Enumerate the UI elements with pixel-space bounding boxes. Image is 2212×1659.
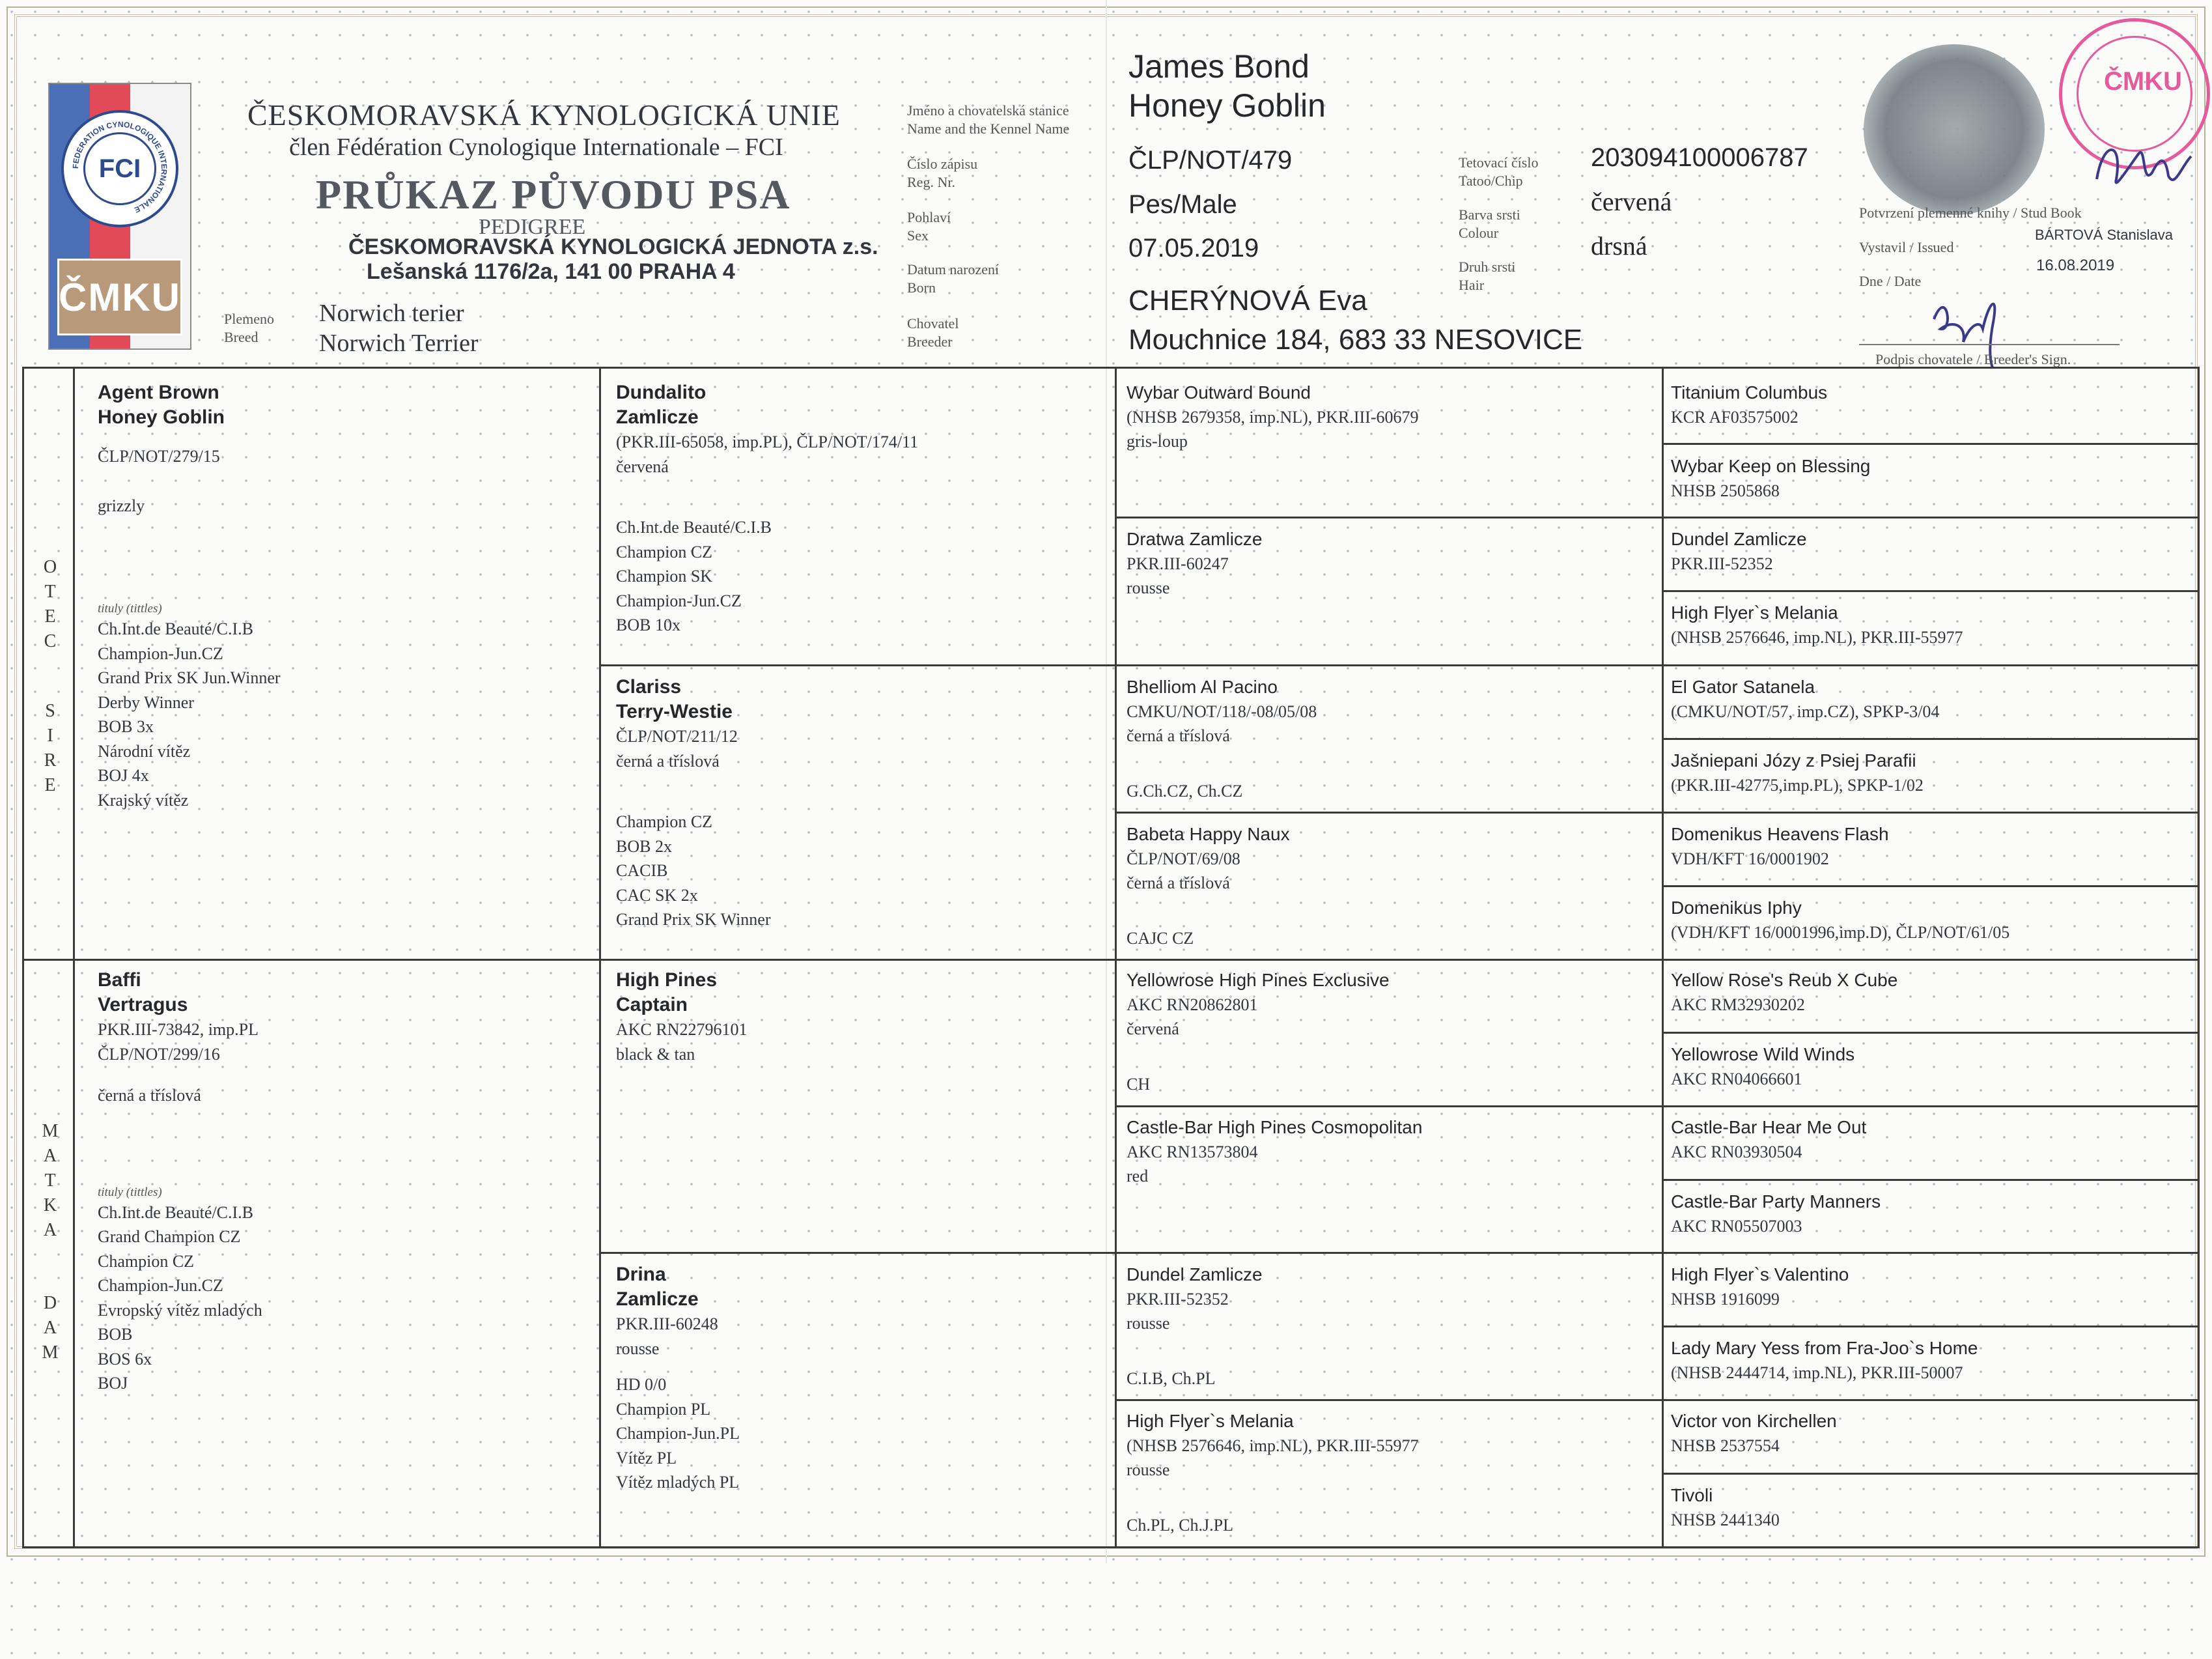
sire-cell: Agent Brown Honey Goblin ČLP/NOT/279/15 grizzly tituly (tittles) Ch.Int.de Beauté/C.I.B Champion-Jun.CZ Grand Prix SK Jun.Winner Derby Winner BOB 3x Národní vítěz BOJ 4x Krajský vítěz — [98, 380, 281, 812]
col-line-3 — [1115, 369, 1117, 1546]
gen3-cell-7 — [1127, 1262, 1263, 1397]
side-letter: A — [43, 1146, 57, 1166]
ancestor-detail: (PKR.III-65058, imp.PL), ČLP/NOT/174/11 — [616, 432, 919, 451]
ancestor-name: Castle-Bar High Pines Cosmopolitan — [1127, 1117, 1423, 1137]
ancestor-detail: CMKU/NOT/118/-08/05/08 — [1127, 702, 1317, 721]
ancestor-name: Babeta Happy Naux — [1127, 824, 1290, 844]
row-line-s11 — [1664, 1179, 2198, 1181]
ancestor-kennel: Zamlicze — [616, 1288, 699, 1310]
title-line: Krajský vítěz — [98, 790, 189, 810]
ancestor-detail: rousse — [1127, 578, 1170, 597]
gen4-cell — [1671, 675, 1939, 724]
ancestor-detail: PKR.III-60248 — [616, 1314, 718, 1333]
ancestor-detail: ČLP/NOT/211/12 — [616, 727, 738, 746]
gen4-cell — [1671, 896, 2009, 944]
title-line: Grand Prix SK Jun.Winner — [98, 668, 281, 687]
title-line: Derby Winner — [98, 692, 194, 712]
issued-by: BÁRTOVÁ Stanislava — [2035, 227, 2173, 243]
ancestor-detail: rousse — [1127, 1314, 1170, 1333]
issuer-signature — [2084, 127, 2207, 199]
ancestor-name: Victor von Kirchellen — [1671, 1411, 1837, 1431]
ancestor-name: Jašniepani Józy z Psiej Parafii — [1671, 750, 1916, 771]
side-label-otec — [40, 555, 60, 654]
breed-label: Plemeno Breed — [224, 311, 274, 345]
ancestor-detail: červená — [616, 457, 669, 476]
ancestor-name: Lady Mary Yess from Fra-Joo`s Home — [1671, 1338, 1978, 1358]
hair-label: Druh srsti Hair — [1459, 259, 1516, 293]
title-line: C.I.B, Ch.PL — [1127, 1369, 1216, 1388]
gen4-cell — [1671, 1409, 1837, 1458]
gen3-cell-1 — [1127, 380, 1419, 515]
cmku-mark: ČMKU — [57, 259, 182, 335]
ancestor-name: Castle-Bar Party Manners — [1671, 1191, 1881, 1212]
breeder-label: Chovatel Breeder — [907, 315, 959, 350]
ancestor-detail: černá a tříslová — [1127, 873, 1230, 892]
gen4-cell — [1671, 380, 1827, 429]
side-letter: A — [43, 1318, 57, 1338]
title-line: Champion CZ — [616, 542, 713, 561]
stud-book-label: Potvrzení plemenné knihy / Stud Book — [1859, 205, 2082, 221]
row-line-s1 — [1664, 443, 2198, 445]
ancestor-reg: (NHSB 2444714, imp.NL), PKR.III-50007 — [1671, 1363, 1963, 1382]
dog-reg: ČLP/NOT/479 — [1128, 146, 1293, 175]
title-line: Vítěz PL — [616, 1448, 677, 1468]
dog-hair: drsná — [1591, 231, 1647, 261]
row-line-s15 — [1664, 1473, 2198, 1475]
date-label: Dne / Date — [1859, 273, 1922, 289]
gen4-cell — [1671, 968, 1897, 1017]
tattoo-label: Tetovací číslo Tatoo/Chip — [1459, 154, 1539, 189]
title-line: G.Ch.CZ, Ch.CZ — [1127, 782, 1243, 801]
title-line: Vítěz mladých PL — [616, 1473, 740, 1492]
title-line: Národní vítěz — [98, 741, 191, 761]
ancestor-name: High Flyer`s Melania — [1671, 603, 1838, 623]
ancestor-detail: gris-loup — [1127, 432, 1188, 451]
dog-born: 07.05.2019 — [1128, 234, 1259, 262]
row-line-e5 — [1117, 1105, 2198, 1107]
side-letter: M — [42, 1342, 59, 1363]
side-label-matka — [40, 1119, 60, 1243]
gen2-cell-2 — [616, 675, 771, 932]
issuer-name: ČESKOMORAVSKÁ KYNOLOGICKÁ JEDNOTA z.s. — [348, 234, 878, 259]
ancestor-detail: ČLP/NOT/69/08 — [1127, 849, 1240, 868]
ancestor-name: Dundel Zamlicze — [1671, 529, 1807, 549]
ancestor-detail: AKC RN22796101 — [616, 1020, 748, 1039]
title-line: Champion-Jun.CZ — [98, 1276, 223, 1295]
title-line: CAC SK 2x — [616, 885, 698, 905]
org-name: ČESKOMORAVSKÁ KYNOLOGICKÁ UNIE — [247, 98, 841, 132]
side-letter: T — [44, 1170, 56, 1191]
org-membership: člen Fédération Cynologique Internationale – FCI — [289, 134, 783, 161]
ancestor-reg: NHSB 2537554 — [1671, 1436, 1780, 1455]
title-line: Champion-Jun.CZ — [616, 591, 742, 610]
row-line-s13 — [1664, 1326, 2198, 1327]
title-line: Ch.Int.de Beauté/C.I.B — [616, 518, 772, 537]
dam-cell: Baffi Vertragus PKR.III-73842, imp.PL ČLP/NOT/299/16 černá a tříslová tituly (tittles) Ch.Int.de Beauté/C.I.B Grand Champion CZ Champion CZ Champion-Jun.CZ Evropský vítěz mladých BOB BOS 6x BOJ — [98, 968, 262, 1396]
gen3-cell-4 — [1127, 822, 1290, 956]
sex-label: Pohlaví Sex — [907, 209, 951, 244]
title-line: Champion-Jun.CZ — [98, 644, 223, 663]
ancestor-name: Dratwa Zamlicze — [1127, 529, 1263, 549]
dog-sex: Pes/Male — [1128, 190, 1237, 219]
ancestor-name: Domenikus Iphy — [1671, 898, 1802, 918]
gen4-cell — [1671, 527, 1807, 576]
issuer-address: Lešanská 1176/2a, 141 00 PRAHA 4 — [367, 259, 735, 284]
colour-label: Barva srsti Colour — [1459, 206, 1520, 241]
col-line-4 — [1662, 369, 1664, 1546]
side-letter: E — [44, 775, 56, 795]
gen3-cell-6 — [1127, 1115, 1422, 1249]
title-line: BOB 2x — [616, 836, 672, 856]
row-line-s7 — [1664, 885, 2198, 887]
title-line: BOJ — [98, 1374, 128, 1393]
ancestor-detail: PKR.III-60247 — [1127, 554, 1229, 573]
gen4-cell — [1671, 1483, 1780, 1532]
fci-cmku-logo — [48, 83, 191, 350]
ancestor-detail: PKR.III-52352 — [1127, 1289, 1229, 1309]
row-line-e7 — [1117, 1399, 2198, 1401]
dog-colour: červená — [1591, 187, 1672, 216]
gen4-cell — [1671, 1042, 1855, 1091]
ancestor-name: Yellowrose High Pines Exclusive — [1127, 970, 1390, 990]
side-letter: D — [43, 1293, 57, 1313]
reg-label: Číslo zápisu Reg. Nr. — [907, 156, 978, 190]
name-label: Jméno a chovatelská stanice Name and the Kennel Name — [907, 102, 1070, 137]
ancestor-detail: rousse — [1127, 1460, 1170, 1479]
title-line: Champion PL — [616, 1399, 711, 1419]
issued-label: Vystavil / Issued — [1859, 239, 1954, 255]
side-letter: C — [44, 631, 57, 651]
ancestor-reg: KCR AF03575002 — [1671, 407, 1799, 427]
dog-name: James Bond Honey Goblin — [1128, 48, 1326, 124]
ancestor-name: Tivoli — [1671, 1485, 1713, 1505]
ancestor-detail: AKC RN20862801 — [1127, 995, 1258, 1014]
title-line: Ch.PL, Ch.J.PL — [1127, 1516, 1233, 1535]
gen3-cell-3 — [1127, 675, 1317, 809]
gen4-cell — [1671, 1336, 1978, 1385]
title-line: Champion-Jun.PL — [616, 1424, 740, 1443]
fci-mark: FCI — [83, 132, 156, 205]
page-title: PRŮKAZ PŮVODU PSA — [316, 171, 791, 218]
ancestor-name: Domenikus Heavens Flash — [1671, 824, 1889, 844]
side-letter: S — [45, 701, 55, 721]
row-line-s9 — [1664, 1032, 2198, 1034]
ancestor-reg: VDH/KFT 16/0001902 — [1671, 849, 1829, 868]
side-letter: M — [42, 1121, 59, 1141]
side-letter: K — [43, 1195, 57, 1215]
title-line: Champion CZ — [98, 1251, 195, 1271]
side-label-sire — [40, 699, 60, 798]
born-label: Datum narození Born — [907, 261, 1000, 296]
side-letter: R — [44, 750, 57, 771]
gen4-cell — [1671, 1189, 1881, 1238]
signature-label: Podpis chovatele / Breeder's Sign. — [1875, 351, 2071, 367]
hologram-seal — [1864, 44, 2045, 215]
ancestor-name: High Pines — [616, 969, 718, 991]
ancestor-name: Yellow Rose's Reub X Cube — [1671, 970, 1898, 990]
ancestor-name: Yellowrose Wild Winds — [1671, 1044, 1855, 1064]
title-line: BOB 10x — [616, 616, 680, 634]
ancestor-detail: černá a tříslová — [616, 751, 720, 771]
title-line: CAJC CZ — [1127, 929, 1194, 948]
ancestor-reg: NHSB 1916099 — [1671, 1289, 1780, 1309]
title-line: BOB — [98, 1325, 133, 1344]
title-line: BOB 3x — [98, 717, 154, 736]
ancestor-name: High Flyer`s Valentino — [1671, 1264, 1849, 1284]
title-line: Evropský vítěz mladých — [98, 1300, 262, 1320]
row-line-half — [24, 959, 2198, 961]
side-col-line — [73, 369, 75, 1546]
title-line: Champion CZ — [616, 812, 713, 831]
ancestor-detail: červená — [1127, 1019, 1179, 1038]
ancestor-name: Bhelliom Al Pacino — [1127, 677, 1278, 697]
gen4-cell — [1671, 1115, 1866, 1164]
ancestor-name: Drina — [616, 1264, 666, 1285]
row-line-e1 — [1117, 517, 2198, 518]
ancestor-reg: AKC RN04066601 — [1671, 1069, 1802, 1088]
ancestor-name: Wybar Keep on Blessing — [1671, 456, 1871, 476]
ancestor-name: Castle-Bar Hear Me Out — [1671, 1117, 1867, 1137]
spacer — [616, 773, 771, 810]
ancestor-reg: AKC RM32930202 — [1671, 995, 1805, 1014]
gen4-cell — [1671, 1262, 1849, 1311]
title-line: HD 0/0 — [616, 1375, 667, 1394]
title-line: CH — [1127, 1075, 1151, 1094]
gen4-cell — [1671, 748, 1924, 797]
side-label-dam — [40, 1291, 60, 1365]
dog-breeder: CHERÝNOVÁ Eva Mouchnice 184, 683 33 NESOVICE — [1128, 285, 1583, 356]
gen2-cell-4 — [616, 1262, 740, 1495]
side-letter: I — [47, 726, 53, 746]
gen3-cell-5 — [1127, 968, 1390, 1102]
spacer — [616, 479, 918, 515]
ancestor-name: Dundel Zamlicze — [1127, 1264, 1263, 1284]
title-line: Ch.Int.de Beauté/C.I.B — [98, 619, 254, 638]
gen4-cell — [1671, 601, 1963, 649]
ancestor-detail: AKC RN13573804 — [1127, 1142, 1258, 1161]
gen4-cell — [1671, 454, 1870, 503]
row-line-s5 — [1664, 738, 2198, 740]
title-line: BOJ 4x — [98, 766, 149, 785]
side-letter: E — [44, 606, 56, 627]
gen3-cell-2 — [1127, 527, 1262, 661]
ancestor-reg: AKC RN05507003 — [1671, 1216, 1802, 1236]
title-line: Champion SK — [616, 567, 713, 586]
ancestor-name: Dundalito — [616, 382, 707, 403]
side-letter: O — [43, 557, 57, 577]
gen2-cell-3 — [616, 968, 748, 1066]
ancestor-kennel: Zamlicze — [616, 406, 699, 428]
title-line: Ch.Int.de Beauté/C.I.B — [98, 1202, 254, 1222]
ancestor-detail: rousse — [616, 1339, 660, 1358]
ancestor-reg: AKC RN03930504 — [1671, 1142, 1802, 1161]
ancestor-reg: (PKR.III-42775,imp.PL), SPKP-1/02 — [1671, 775, 1924, 795]
ancestor-name: Clariss — [616, 676, 682, 698]
ancestor-kennel: Terry-Westie — [616, 701, 733, 722]
stud-book-stamp: ČMKU — [2059, 18, 2210, 169]
row-line-q3 — [601, 1252, 2198, 1254]
ancestor-detail: red — [1127, 1167, 1149, 1185]
title-line: Grand Champion CZ — [98, 1227, 241, 1246]
issue-date: 16.08.2019 — [2036, 257, 2115, 274]
ancestor-detail: černá a tříslová — [1127, 726, 1230, 745]
ancestor-reg: (NHSB 2576646, imp.NL), PKR.III-55977 — [1671, 627, 1963, 647]
row-line-q1 — [601, 664, 2198, 666]
ancestor-detail: (NHSB 2576646, imp.NL), PKR.III-55977 — [1127, 1436, 1419, 1455]
gen2-cell-1 — [616, 380, 918, 638]
title-line: CACIB — [616, 861, 668, 880]
ancestor-reg: (CMKU/NOT/57, imp.CZ), SPKP-3/04 — [1671, 702, 1940, 721]
row-line-s3 — [1664, 590, 2198, 592]
fci-emblem — [61, 110, 178, 227]
side-letter: A — [43, 1220, 57, 1240]
ancestor-detail: (NHSB 2679358, imp.NL), PKR.III-60679 — [1127, 407, 1419, 427]
ancestor-name: Wybar Outward Bound — [1127, 382, 1311, 403]
ancestor-name: High Flyer`s Melania — [1127, 1411, 1294, 1431]
ancestor-kennel: Captain — [616, 994, 688, 1015]
ancestor-name: El Gator Satanela — [1671, 677, 1815, 697]
ancestor-reg: NHSB 2441340 — [1671, 1510, 1780, 1529]
ancestor-name: Titanium Columbus — [1671, 382, 1828, 403]
title-line: Grand Prix SK Winner — [616, 910, 771, 929]
side-letter: T — [44, 582, 56, 602]
svg-text:FEDERATION CYNOLOGIQUE INTERNA: FEDERATION CYNOLOGIQUE INTERNATIONALE — [70, 119, 169, 215]
ancestor-reg: NHSB 2505868 — [1671, 481, 1780, 500]
signature-line — [1859, 344, 2120, 345]
spacer — [616, 1361, 740, 1372]
gen3-cell-8 — [1127, 1409, 1419, 1543]
ancestor-reg: PKR.III-52352 — [1671, 554, 1773, 573]
page-subtitle: PEDIGREE — [479, 215, 586, 239]
breed-value: Norwich terier Norwich Terrier — [319, 300, 479, 357]
col-line-2 — [599, 369, 601, 1546]
dog-chip: 203094100006787 — [1591, 143, 1808, 172]
ancestor-detail: black & tan — [616, 1044, 695, 1064]
gen4-cell — [1671, 822, 1889, 871]
row-line-e3 — [1117, 812, 2198, 814]
title-line: BOS 6x — [98, 1349, 152, 1368]
ancestor-reg: (VDH/KFT 16/0001996,imp.D), ČLP/NOT/61/05 — [1671, 922, 2010, 942]
